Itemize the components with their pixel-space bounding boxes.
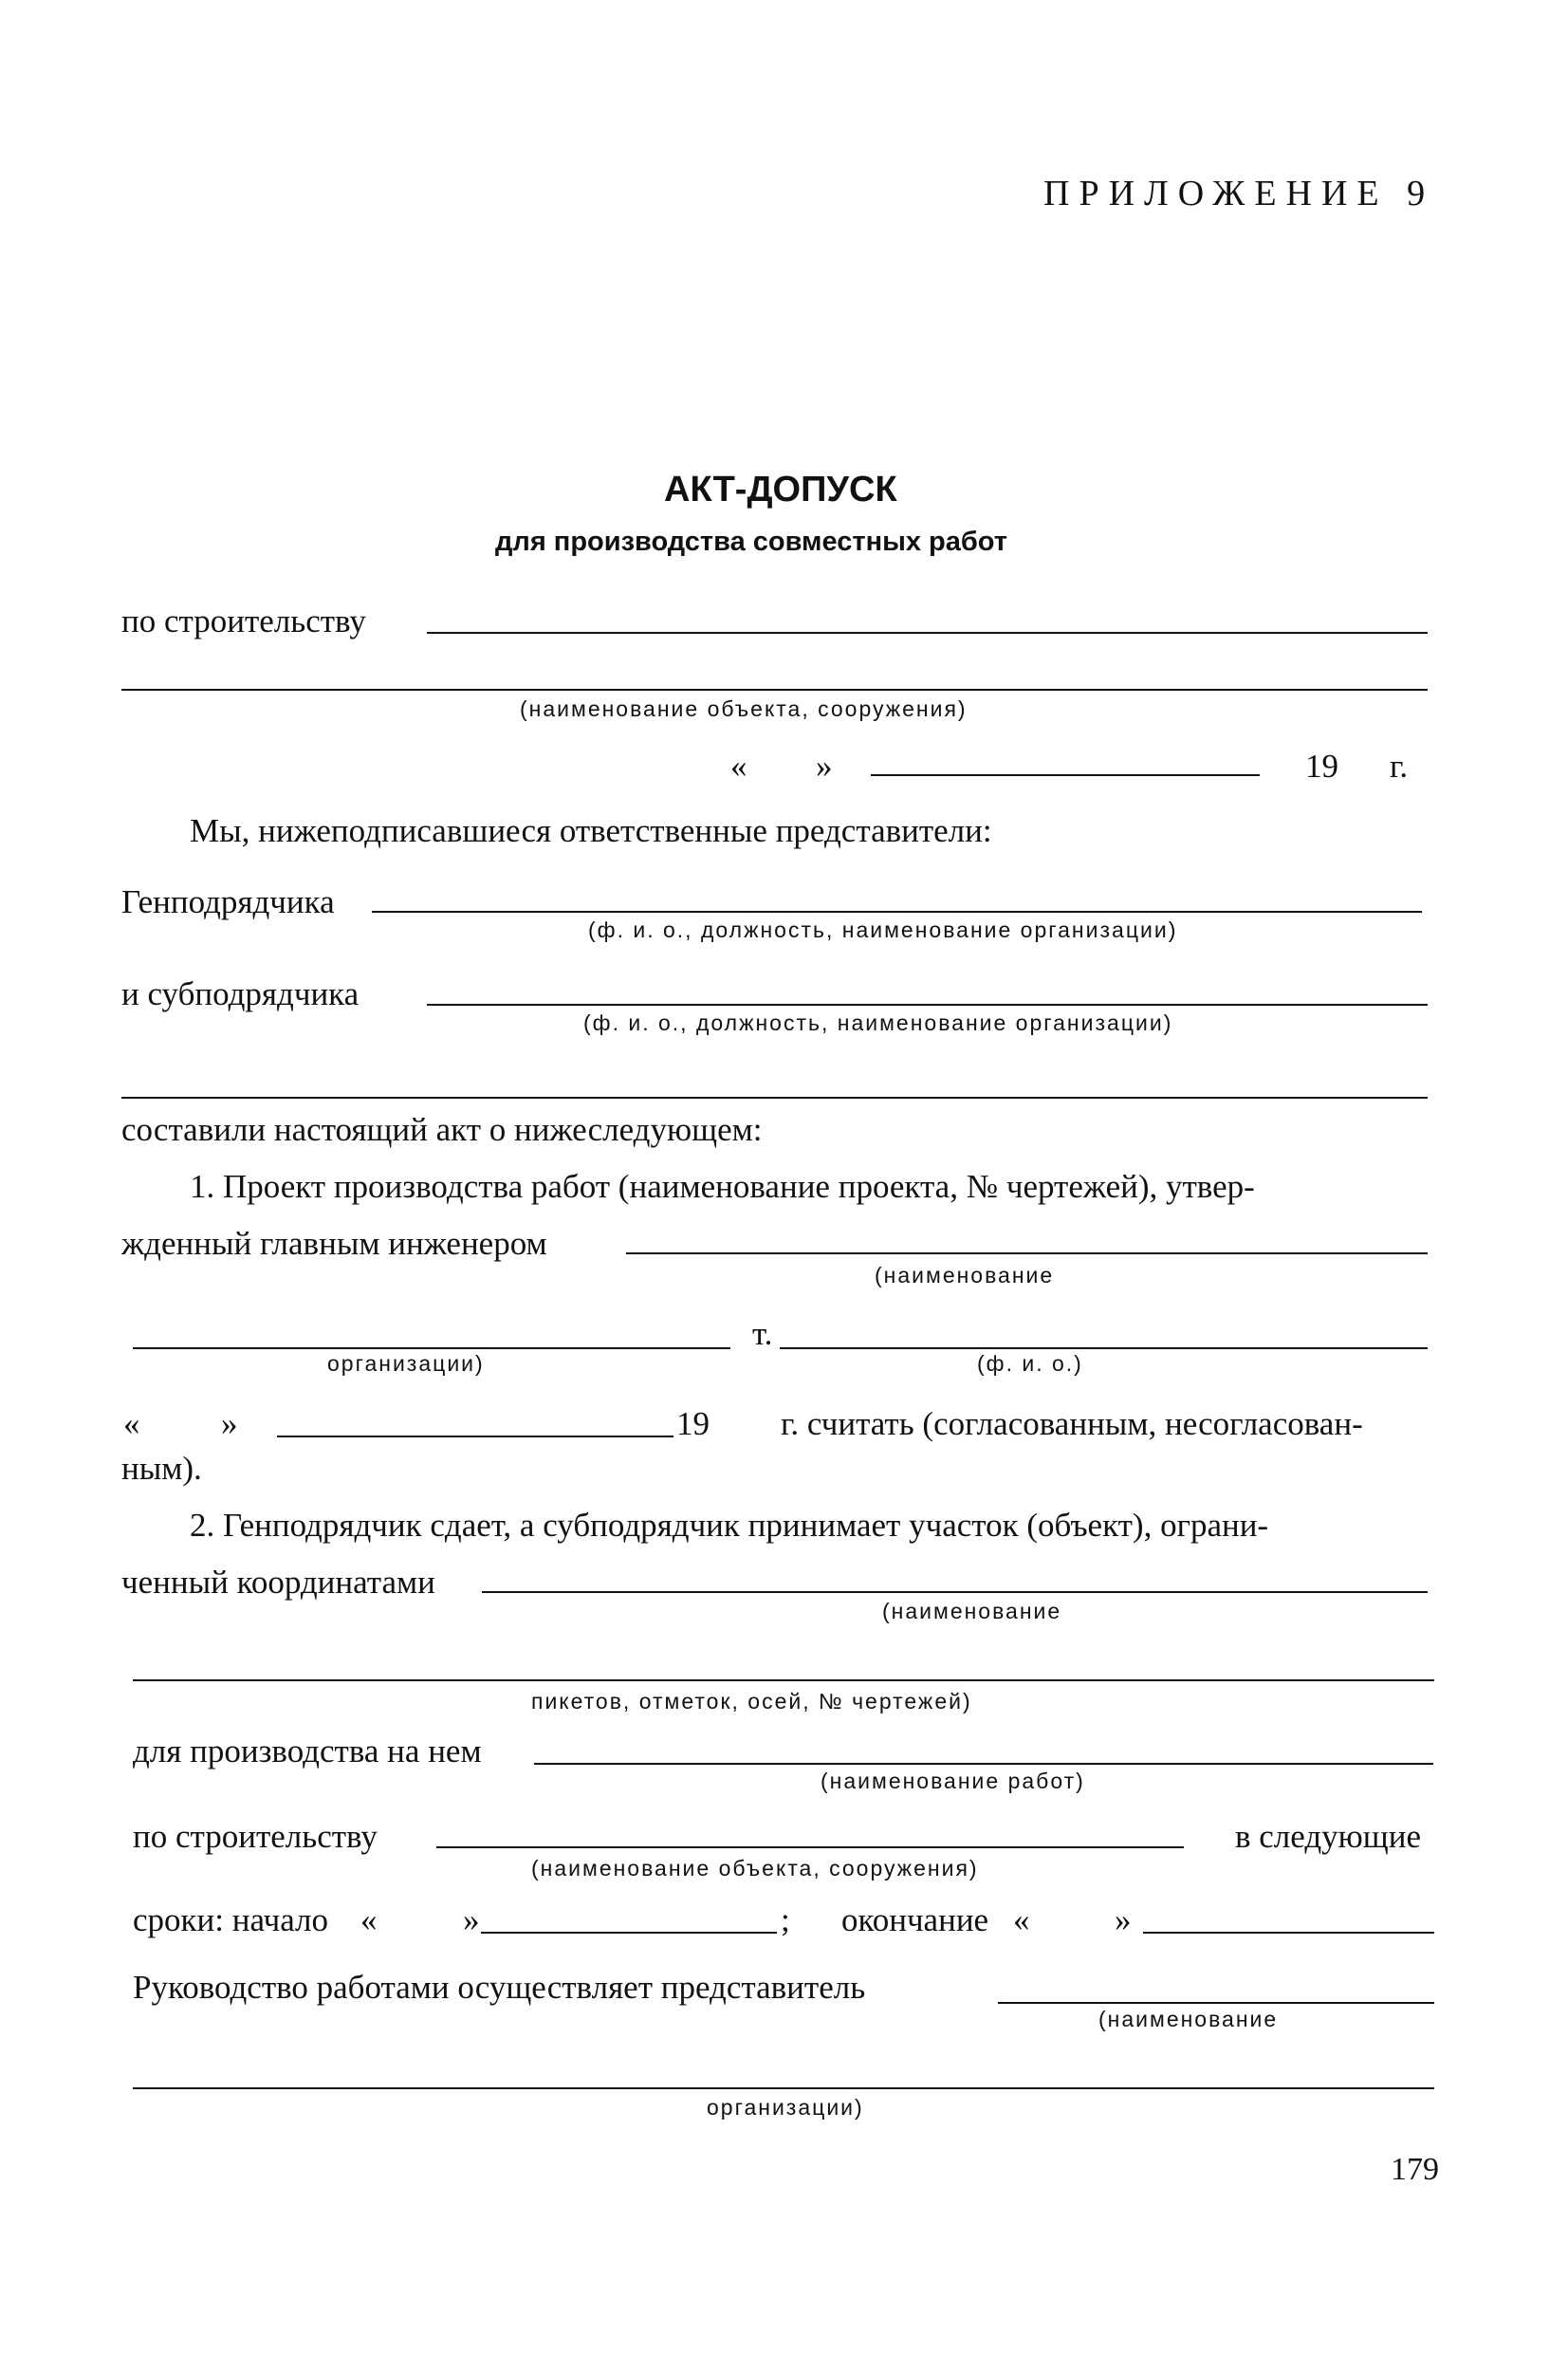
end-label: окончание xyxy=(841,1901,989,1938)
intro-text: Мы, нижеподписавшиеся ответственные представители: xyxy=(190,812,992,849)
object-caption: (наименование объекта, сооружения) xyxy=(520,696,968,721)
chief-engineer-field[interactable] xyxy=(626,1252,1428,1254)
subcontractor-caption: (ф. и. о., должность, наименование организации) xyxy=(583,1010,1173,1035)
end-open-quote: « xyxy=(1013,1901,1030,1938)
construction-object-field[interactable] xyxy=(436,1846,1184,1848)
end-close-quote: » xyxy=(1115,1901,1132,1938)
item2-caption-object: (наименование объекта, сооружения) xyxy=(531,1856,979,1881)
chief-engineer-fio-field[interactable] xyxy=(780,1347,1428,1349)
following-label: в следующие xyxy=(1235,1818,1422,1855)
general-contractor-field[interactable] xyxy=(372,911,1422,913)
item2-caption-works: (наименование работ) xyxy=(821,1769,1085,1793)
appendix-label: ПРИЛОЖЕНИЕ 9 xyxy=(1043,174,1435,213)
item2-caption-mgmt-org: организации) xyxy=(707,2095,864,2120)
item1-caption-name: (наименование xyxy=(875,1263,1055,1288)
management-label: Руководство работами осуществляет представитель xyxy=(133,1969,866,2006)
date-year-suffix: г. xyxy=(1390,748,1409,785)
item2-caption-name: (наименование xyxy=(882,1599,1062,1623)
item1-line1: 1. Проект производства работ (наименование проекта, № чертежей), утвер- xyxy=(190,1168,1255,1205)
item1-date-field[interactable] xyxy=(277,1436,673,1437)
end-date-field[interactable] xyxy=(1143,1932,1434,1934)
start-close-quote: » xyxy=(463,1901,480,1938)
item1-caption-fio: (ф. и. о.) xyxy=(977,1351,1083,1376)
item1-caption-org: организации) xyxy=(327,1351,485,1376)
item2-caption-pickets: пикетов, отметок, осей, № чертежей) xyxy=(531,1689,972,1714)
general-contractor-caption: (ф. и. о., должность, наименование организации) xyxy=(588,917,1178,942)
production-label: для производства на нем xyxy=(133,1732,482,1769)
item1-t-label: т. xyxy=(752,1315,773,1352)
document-subtitle: для производства совместных работ xyxy=(495,527,1007,557)
terms-label: сроки: начало xyxy=(133,1901,329,1938)
subcontractor-field-continuation[interactable] xyxy=(121,1097,1428,1099)
coordinates-field[interactable] xyxy=(482,1591,1428,1593)
item2-line1: 2. Генподрядчик сдает, а субподрядчик принимает участок (объект), ограни- xyxy=(190,1507,1269,1544)
terms-semicolon: ; xyxy=(781,1901,790,1938)
works-field[interactable] xyxy=(534,1763,1433,1765)
page-number: 179 xyxy=(1391,2152,1439,2187)
item1-close-quote: » xyxy=(221,1405,238,1442)
management-field-continuation[interactable] xyxy=(133,2087,1434,2089)
start-open-quote: « xyxy=(360,1901,378,1938)
item1-open-quote: « xyxy=(123,1405,140,1442)
construction-label: по строительству xyxy=(133,1818,378,1855)
general-contractor-label: Генподрядчика xyxy=(121,883,335,920)
subcontractor-field[interactable] xyxy=(427,1004,1428,1006)
date-close-quote: » xyxy=(816,748,833,785)
item1-consider-end: ным). xyxy=(121,1450,202,1487)
date-open-quote: « xyxy=(730,748,747,785)
compiled-text: составили настоящий акт о нижеследующем: xyxy=(121,1111,763,1148)
item2-caption-mgmt-name: (наименование xyxy=(1098,2007,1279,2031)
management-field[interactable] xyxy=(998,2002,1434,2004)
item1-consider: г. считать (согласованным, несогласован- xyxy=(781,1405,1363,1442)
object-field-continuation[interactable] xyxy=(121,689,1428,691)
document-title: АКТ-ДОПУСК xyxy=(664,470,897,510)
coordinates-field-continuation[interactable] xyxy=(133,1679,1434,1681)
item1-year-prefix: 19 xyxy=(676,1405,710,1442)
date-field[interactable] xyxy=(871,774,1260,776)
chief-engineer-org-field[interactable] xyxy=(133,1347,730,1349)
subcontractor-label: и субподрядчика xyxy=(121,975,360,1012)
item2-line2: ченный координатами xyxy=(121,1564,435,1601)
object-field[interactable] xyxy=(427,632,1428,634)
item1-line2: жденный главным инженером xyxy=(121,1225,547,1262)
start-date-field[interactable] xyxy=(481,1932,777,1934)
object-label: по строительству xyxy=(121,602,366,639)
date-year-prefix: 19 xyxy=(1305,748,1338,785)
